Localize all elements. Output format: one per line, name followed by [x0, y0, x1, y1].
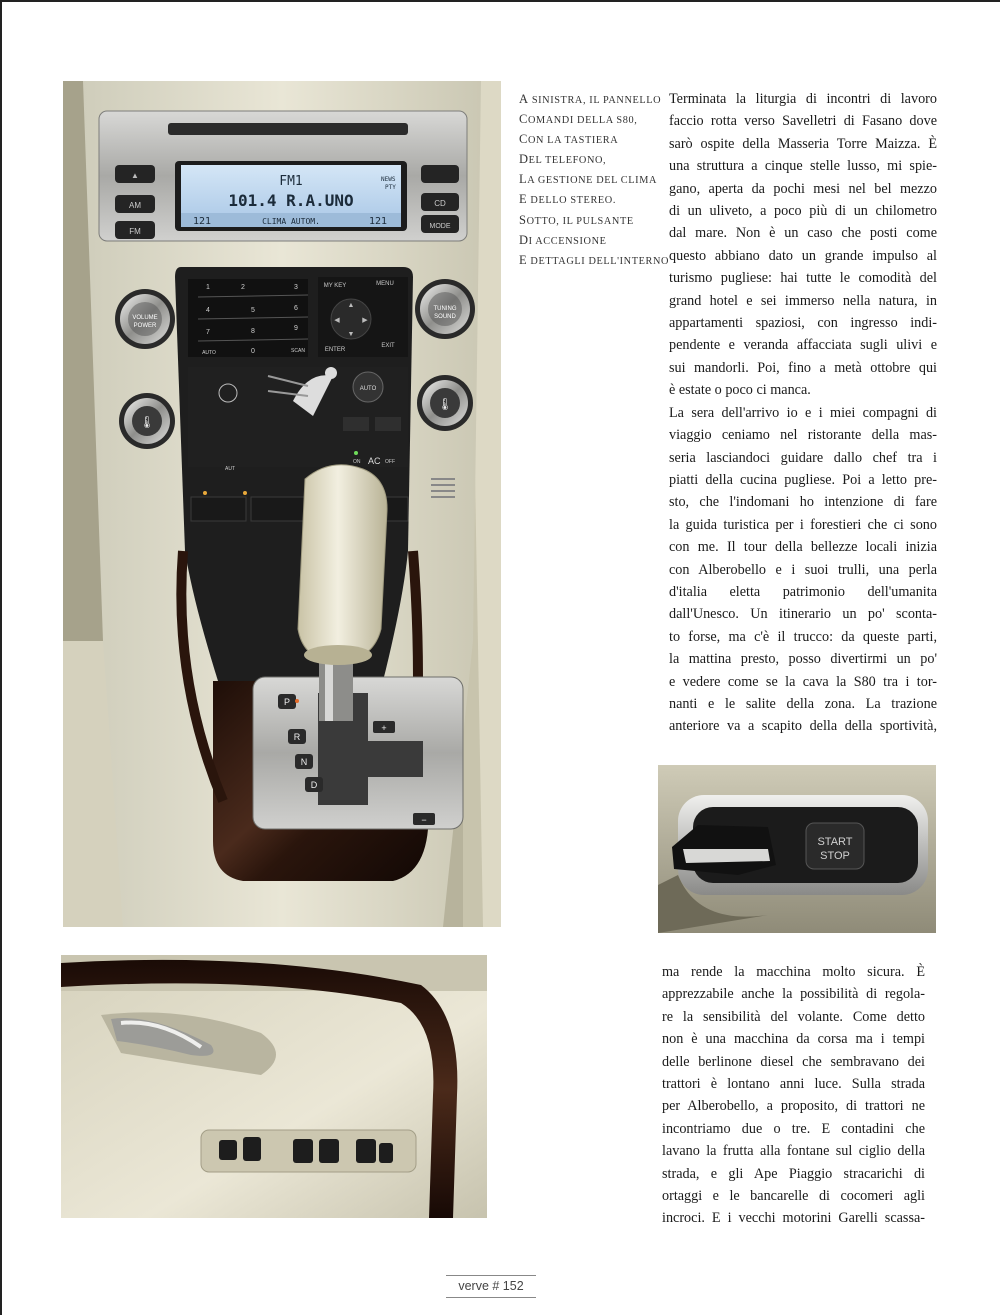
text-line: ma rende la macchina molto sicura. È: [662, 964, 925, 980]
text-line: la mattina presto, posso divertirmi un po': [669, 651, 937, 668]
caption-line: COMANDI DELLA S80,: [519, 112, 638, 127]
text-line: lavano la frutta alla fontane sul ciglio della: [662, 1143, 925, 1160]
key-0: 0: [251, 348, 255, 355]
text-line: faccio rotta verso Savelletri di Fasano dove: [669, 113, 937, 130]
key-enter: ENTER: [324, 347, 346, 353]
tuning-knob: [415, 279, 475, 339]
text-line: con Alberobello e i suoi trulli, una perla: [669, 561, 937, 578]
caption-line: E DELLO STEREO.: [519, 192, 617, 207]
start-label: START: [817, 836, 853, 848]
text-line: sto, che l'indomani ho intenzione di fare: [669, 494, 937, 511]
key-exit: EXIT: [381, 343, 395, 349]
text-line: to forse, ma c'è il trucco: da queste parti,: [669, 628, 937, 645]
nav-down-icon: ▼: [347, 330, 355, 338]
power-label: POWER: [133, 323, 157, 329]
text-line: turismo pugliese: hai tutte le comodità del: [669, 270, 937, 287]
climate-on-label: ON: [353, 459, 361, 465]
nav-left-icon: ◀: [334, 316, 340, 324]
key-menu: MENU: [376, 281, 394, 287]
text-line: delle berlinone diesel che sembravano dei: [662, 1053, 925, 1070]
mode-button-label: MODE: [429, 223, 451, 230]
text-line: incroci. E i vecchi motorini Garelli scassa-: [662, 1210, 925, 1227]
text-line: per Alberobello, a proposito, di trattori ne: [662, 1098, 925, 1115]
climate-off-label: OFF: [385, 459, 395, 465]
text-line: apprezzabile anche la possibilità di regola-: [662, 986, 925, 1003]
key-scan: SCAN: [291, 348, 305, 354]
volume-knob: [115, 289, 175, 349]
climate-aut-label: AUT: [225, 466, 235, 472]
text-line: una struttura a cinque stelle lusso, mi spie-: [669, 158, 937, 175]
key-7: 7: [206, 329, 210, 336]
gear-r-label: R: [293, 732, 301, 742]
key-8: 8: [251, 328, 255, 335]
text-line: dall'Unesco. Un itinerario un po' sconta-: [669, 606, 937, 623]
start-stop-photo: [658, 765, 936, 933]
climate-ac-label: AC: [368, 456, 381, 466]
temperature-knob-left: [119, 393, 175, 449]
lcd-news: NEWS: [381, 176, 396, 183]
gear-p-label: P: [283, 697, 291, 707]
caption-line: SOTTO, IL PULSANTE: [519, 212, 634, 227]
fm-button-label: FM: [129, 227, 141, 236]
lcd-station: 101.4 R.A.UNO: [228, 191, 354, 210]
caption-line: CON LA TASTIERA: [519, 132, 619, 147]
am-button-label: AM: [129, 201, 141, 210]
article-column-top: [669, 88, 937, 738]
text-line: di un uliveto, a poco più di un chilometro: [669, 203, 937, 220]
text-line: piatti della cucina pugliese. Poi a letto pre-: [669, 471, 937, 488]
key-auto: AUTO: [202, 350, 216, 356]
caption-line: DEL TELEFONO,: [519, 152, 607, 167]
center-console-illustration: [63, 81, 501, 927]
text-line: e vedere come se la cava la S80 tra i tor-: [669, 673, 937, 690]
tuning-label: TUNING: [433, 306, 457, 312]
start-stop-illustration: [658, 765, 936, 933]
door-panel-illustration: [61, 955, 487, 1218]
temperature-knob-right: [417, 375, 473, 431]
text-line: d'italia eletta patrimonio dell'umanita: [669, 583, 937, 600]
climate-auto-label: AUTO: [359, 386, 377, 392]
text-line: nanti e le salite della zona. La trazione: [669, 695, 937, 712]
text-line: re la sensibilità del volante. Come detto: [662, 1008, 925, 1025]
cd-button-label: CD: [434, 199, 446, 208]
text-line: trattori è lontano anni luce. Sulla strada: [662, 1076, 925, 1093]
lcd-temp-left: 121: [193, 216, 212, 227]
photo-caption: [519, 90, 670, 271]
thermometer-icon: 🌡: [437, 397, 453, 411]
text-line: sarò ospite della Masseria Torre Maizza. È: [669, 135, 937, 152]
caption-line: LA GESTIONE DEL CLIMA: [519, 172, 657, 187]
key-2: 2: [241, 284, 245, 291]
caption-line: DI ACCENSIONE: [519, 232, 607, 247]
gear-n-label: N: [300, 757, 308, 767]
text-line: incontriamo due o tre. E contadini che: [662, 1120, 925, 1137]
eject-icon: ▲: [131, 171, 139, 180]
key-9: 9: [294, 325, 298, 332]
stop-label: STOP: [820, 850, 850, 862]
text-line: viaggio ceniamo nel ristorante della mas-: [669, 427, 937, 444]
sound-label: SOUND: [434, 314, 456, 320]
text-line: dal mare. Non è un caso che posti come: [669, 225, 937, 242]
lcd-temp-right: 121: [369, 216, 388, 227]
nav-right-icon: ▶: [362, 316, 368, 324]
text-line: Terminata la liturgia di incontri di lavoro: [669, 91, 937, 107]
gear-selector-plate: [253, 677, 463, 829]
key-6: 6: [294, 305, 298, 312]
text-line: appartamenti spaziosi, con ingresso indi-: [669, 315, 937, 332]
gear-d-label: D: [310, 780, 318, 790]
center-console-photo: [63, 81, 501, 927]
key-1: 1: [206, 284, 210, 291]
lcd-pty: PTY: [385, 184, 396, 191]
text-line: La sera dell'arrivo io e i miei compagni di: [669, 404, 937, 421]
door-panel-photo: [61, 955, 487, 1218]
text-line: anteriore va a scapito della della sportività,: [669, 718, 937, 735]
text-line: non è una macchina da corsa ma i tempi: [662, 1031, 925, 1048]
text-line: è estate o poco ci manca.: [669, 382, 811, 399]
lcd-climate-mode: CLIMA AUTOM.: [262, 217, 320, 226]
gear-minus-label: −: [421, 815, 427, 825]
text-line: seria lasciandoci guidare dallo chef tra i: [669, 449, 937, 466]
text-line: grand hotel e sei immerso nella natura, in: [669, 292, 937, 309]
caption-line: A SINISTRA, IL PANNELLO: [519, 92, 662, 106]
volume-label: VOLUME: [132, 315, 158, 321]
thermometer-icon: 🌡: [139, 415, 155, 429]
navigation-pad: [318, 277, 408, 357]
nav-up-icon: ▲: [347, 301, 355, 309]
text-line: gano, aperta da pochi mesi nel bel mezzo: [669, 180, 937, 197]
gear-plus-label: +: [381, 723, 387, 733]
text-line: ortaggi e le bancarelle di cocomeri agli: [662, 1188, 925, 1205]
text-line: questo abbiano dato un grande impulso al: [669, 247, 937, 264]
phone-keypad: [188, 279, 308, 357]
article-column-bottom: [662, 961, 925, 1230]
text-line: la guida turistica per i forestieri che ci sono: [669, 516, 937, 533]
key-4: 4: [206, 307, 210, 314]
key-5: 5: [251, 307, 255, 314]
key-my-key: MY KEY: [323, 283, 347, 289]
key-3: 3: [294, 284, 298, 291]
text-line: pendente e veranda affacciata sugli ulivi e: [669, 337, 937, 354]
text-line: sui mandorli. Poi, fino a metà ottobre qui: [669, 359, 937, 376]
lcd-band: FM1: [279, 174, 303, 189]
page-folio: verve # 152: [446, 1275, 536, 1298]
text-line: strada, e gli Ape Piaggio stracarichi di: [662, 1165, 925, 1182]
text-line: con me. Il tour della bellezze locali inizia: [669, 539, 937, 556]
caption-line: E DETTAGLI DELL'INTERNO: [519, 252, 670, 267]
